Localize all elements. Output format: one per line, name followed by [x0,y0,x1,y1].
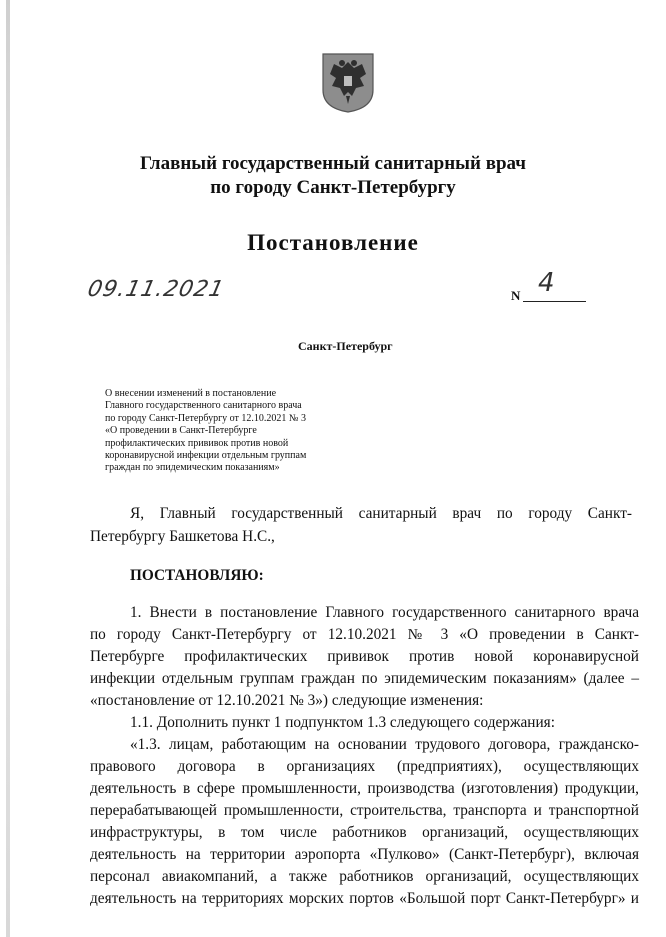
number-label: N [511,288,521,303]
subject-line: коронавирусной инфекции отдельным группам [105,450,307,462]
authority-title-line2: по городу Санкт-Петербургу [210,177,456,198]
city-name: Санкт-Петербург [298,339,393,353]
body-line: 1.1. Дополнить пункт 1 подпунктом 1.3 следующего содержания: [130,714,555,731]
subject-line: профилактических прививок против новой [105,437,289,449]
subject-line: граждан по эпидемическим показаниям» [105,462,280,474]
decree-heading: ПОСТАНОВЛЯЮ: [130,567,264,584]
intro-line: Петербургу Башкетова Н.С., [90,528,275,545]
body-line: персонал авиакомпаний, а также работников организаций, осуществляющих [90,868,639,885]
document-type-heading: Постановление [247,230,419,255]
authority-title-line1: Главный государственный санитарный врач [139,153,526,174]
handwritten-number: 4 [538,268,555,298]
body-line: деятельность на территориях морских портов «Большой порт Санкт-Петербург» и [90,890,639,907]
body-line: инфраструктуры, в том числе работников организаций, осуществляющих [90,824,639,841]
body-line: по городу Санкт-Петербургу от 12.10.2021 № 3 «О проведении в Санкт- [90,626,639,643]
scan-edge [6,0,10,937]
body-line: деятельность на территории аэропорта «Пулково» (Санкт-Петербург), включая [90,846,639,863]
subject-line: О внесении изменений в постановление [105,388,277,399]
handwritten-date: 09.11.2021 [85,277,227,302]
body-line: деятельность в сфере промышленности, производства (изготовления) продукции, [90,780,639,797]
body-line: правового договора в организациях (предприятиях), осуществляющих [90,758,639,775]
subject-block [105,388,375,475]
body-line: Петербурге профилактических прививок против новой коронавирусной [90,648,639,665]
intro-line: Я, Главный государственный санитарный врач по городу Санкт- [130,505,632,522]
number-underline [523,301,586,302]
body-line: «постановление от 12.10.2021 № 3») следующие изменения: [90,692,484,709]
body-line: «1.3. лицам, работающим на основании трудового договора, гражданско- [130,736,639,753]
subject-line: «О проведении в Санкт-Петербурге [105,425,257,437]
body-line: перерабатывающей промышленности, строительства, транспорта и транспортной [90,802,639,819]
subject-line: по городу Санкт-Петербургу от 12.10.2021 № 3 [105,412,306,424]
subject-line: Главного государственного санитарного врача [105,400,302,412]
coat-of-arms-emblem [320,52,376,114]
body-line: инфекции отдельным группам граждан по эпидемическим показаниям» (далее – [90,670,639,687]
body-line: 1. Внести в постановление Главного государственного санитарного врача [130,604,639,621]
